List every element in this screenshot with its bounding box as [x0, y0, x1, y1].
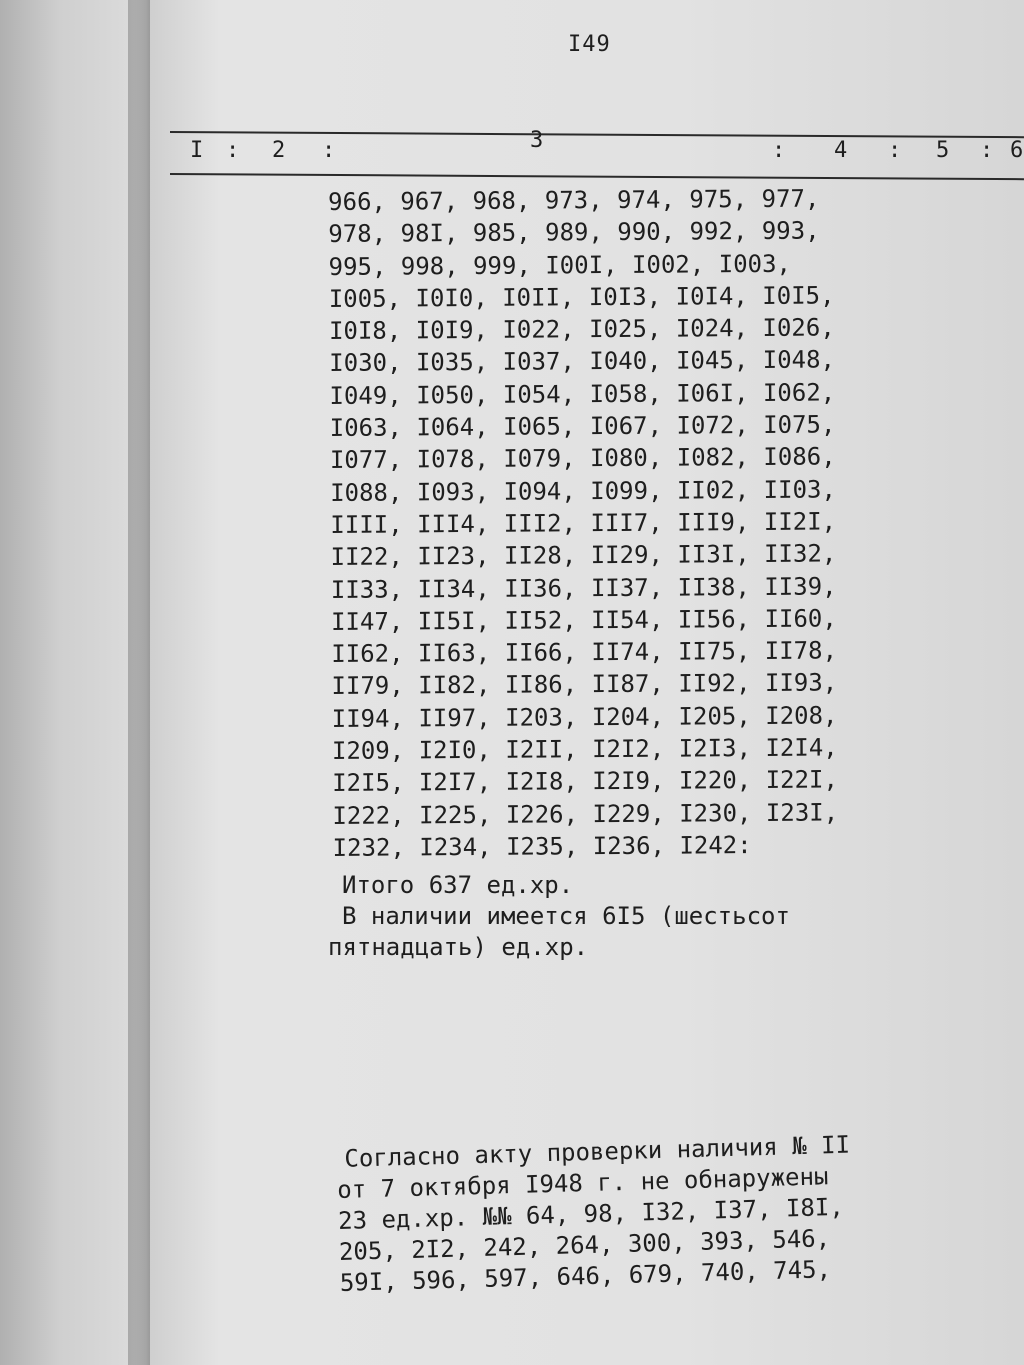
- number-line: I088, I093, I094, I099, II02, II03,: [330, 475, 836, 507]
- act-line: Согласно акту проверки наличия № II: [344, 1130, 851, 1173]
- number-line: I030, I035, I037, I040, I045, I048,: [329, 345, 836, 378]
- act-line: 59I, 596, 597, 646, 679, 740, 745,: [339, 1255, 832, 1297]
- number-line: 978, 98I, 985, 989, 990, 992, 993,: [328, 216, 820, 249]
- book-gutter: [128, 0, 154, 1365]
- number-line: I049, I050, I054, I058, I06I, I062,: [329, 378, 836, 410]
- number-line: 995, 998, 999, I00I, I002, I003,: [328, 249, 792, 281]
- available-line: В наличии имеется 6I5 (шестьсот: [342, 902, 790, 930]
- act-line: 23 ед.хр. №№ 64, 98, I32, I37, I8I,: [337, 1192, 845, 1235]
- number-line: II47, II5I, II52, II54, II56, II60,: [330, 604, 837, 636]
- number-line: I077, I078, I079, I080, I082, I086,: [329, 442, 836, 475]
- column-separator: :: [226, 138, 240, 163]
- number-line: I209, I2I0, I2II, I2I2, I2I3, I2I4,: [331, 733, 838, 766]
- number-line: I232, I234, I235, I236, I242:: [332, 830, 752, 862]
- column-header-6: 6: [1010, 138, 1024, 163]
- column-header-2: 2: [272, 138, 286, 163]
- number-line: I0I8, I0I9, I022, I025, I024, I026,: [328, 313, 835, 346]
- column-separator: :: [772, 138, 786, 163]
- column-separator: :: [980, 138, 994, 163]
- column-separator: :: [322, 138, 336, 163]
- inspection-act-note: [336, 1130, 851, 1299]
- storage-unit-number-list: [328, 183, 839, 865]
- act-line: от 7 октября I948 г. не обнаружены: [336, 1162, 829, 1204]
- number-line: I2I5, I2I7, I2I8, I2I9, I220, I22I,: [332, 765, 838, 798]
- act-line: 205, 2I2, 242, 264, 300, 393, 546,: [338, 1224, 831, 1266]
- column-header-3: 3: [530, 128, 544, 153]
- number-line: II62, II63, II66, II74, II75, II78,: [331, 636, 838, 669]
- column-separator: :: [888, 138, 902, 163]
- number-line: IIII, III4, III2, III7, III9, II2I,: [330, 507, 837, 539]
- available-line-continued: пятнадцать) ед.хр.: [328, 933, 589, 961]
- number-line: II33, II34, II36, II37, II38, II39,: [330, 572, 837, 604]
- number-line: I005, I0I0, I0II, I0I3, I0I4, I0I5,: [328, 281, 835, 313]
- column-header-5: 5: [936, 138, 950, 163]
- number-line: II94, II97, I203, I204, I205, I208,: [331, 701, 838, 733]
- number-line: II22, II23, II28, II29, II3I, II32,: [330, 539, 837, 572]
- column-header-4: 4: [834, 138, 848, 163]
- column-header-1: I: [190, 138, 204, 163]
- number-line: I222, I225, I226, I229, I230, I23I,: [332, 798, 839, 830]
- total-line: Итого 637 ед.хр.: [342, 871, 574, 899]
- page-number: I49: [568, 32, 611, 57]
- number-line: I063, I064, I065, I067, I072, I075,: [329, 410, 836, 443]
- summary-block: [328, 870, 808, 963]
- number-line: II79, II82, II86, II87, II92, II93,: [331, 668, 838, 701]
- number-line: 966, 967, 968, 973, 974, 975, 977,: [328, 184, 820, 216]
